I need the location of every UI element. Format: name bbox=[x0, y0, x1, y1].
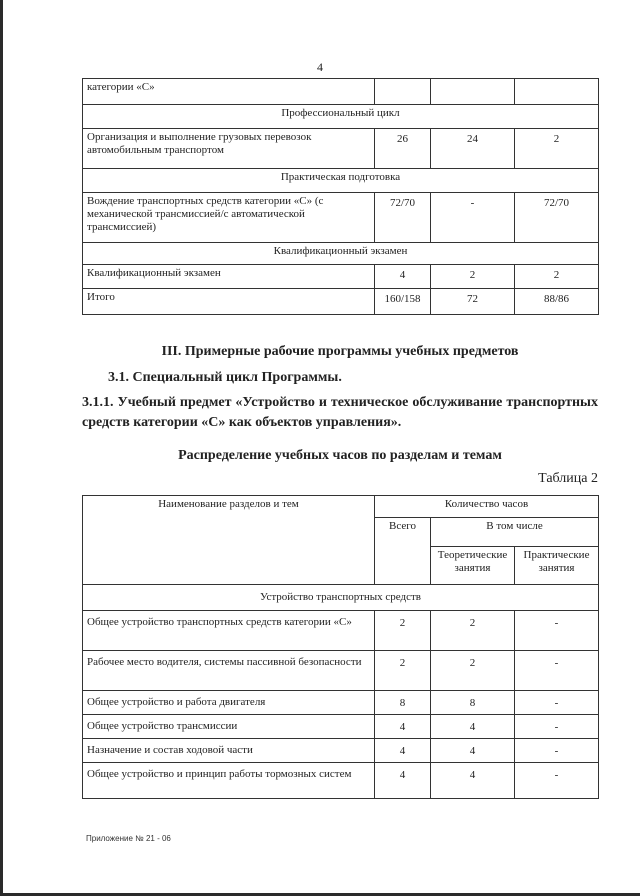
section-title-cell: Практическая подготовка bbox=[83, 169, 599, 193]
row-value-cell: 160/158 bbox=[375, 289, 431, 315]
row-value-cell: 4 bbox=[375, 265, 431, 289]
page-number: 4 bbox=[317, 60, 323, 74]
table-label: Таблица 2 bbox=[538, 471, 598, 486]
footer-note: Приложение № 21 - 06 bbox=[86, 834, 171, 843]
topic-practice-cell: - bbox=[515, 651, 599, 691]
topic-total-cell: 4 bbox=[375, 715, 431, 739]
table-row bbox=[83, 193, 599, 243]
distribution-title: Распределение учебных часов по разделам и темам bbox=[178, 448, 502, 463]
topic-practice-cell: - bbox=[515, 691, 599, 715]
header-total: Всего bbox=[375, 518, 431, 585]
table-row bbox=[83, 79, 599, 105]
row-name-cell: Организация и выполнение грузовых перевозок автомобильным транспортом bbox=[83, 129, 375, 169]
subject-title: 3.1.1. Учебный предмет «Устройство и техническое обслуживание транспортных средств категории «С» как объектов управления». bbox=[82, 395, 598, 430]
row-name-cell: Итого bbox=[83, 289, 375, 315]
row-value-cell: 2 bbox=[515, 265, 599, 289]
topic-theory-cell: 4 bbox=[431, 715, 515, 739]
row-value-cell: 72/70 bbox=[375, 193, 431, 243]
table-row bbox=[83, 651, 599, 691]
hours-distribution-table-body bbox=[83, 611, 599, 799]
row-value-cell bbox=[515, 79, 599, 105]
topic-theory-cell: 8 bbox=[431, 691, 515, 715]
topic-theory-cell: 4 bbox=[431, 739, 515, 763]
section-row bbox=[83, 243, 599, 265]
row-value-cell: 24 bbox=[431, 129, 515, 169]
table-row bbox=[83, 715, 599, 739]
section-row: Устройство транспортных средств bbox=[83, 585, 599, 611]
topic-practice-cell: - bbox=[515, 715, 599, 739]
topic-theory-cell: 2 bbox=[431, 651, 515, 691]
hours-summary-table-body bbox=[83, 79, 599, 315]
table-row bbox=[83, 289, 599, 315]
header-names: Наименование разделов и тем bbox=[83, 496, 375, 585]
row-name-cell: Вождение транспортных средств категории «С» (с механической трансмиссией/с автоматической трансмиссией) bbox=[83, 193, 375, 243]
topic-practice-cell: - bbox=[515, 611, 599, 651]
header-theory: Теоретические занятия bbox=[431, 547, 515, 585]
row-value-cell: 72/70 bbox=[515, 193, 599, 243]
row-value-cell: - bbox=[431, 193, 515, 243]
row-name-cell: категории «С» bbox=[83, 79, 375, 105]
header-practice: Практические занятия bbox=[515, 547, 599, 585]
topic-name-cell: Общее устройство транспортных средств категории «С» bbox=[83, 611, 375, 651]
topic-name-cell: Общее устройство и работа двигателя bbox=[83, 691, 375, 715]
hours-summary-table bbox=[82, 78, 599, 315]
topic-name-cell: Общее устройство и принцип работы тормозных систем bbox=[83, 763, 375, 799]
table-row bbox=[83, 763, 599, 799]
topic-total-cell: 8 bbox=[375, 691, 431, 715]
table-row bbox=[83, 265, 599, 289]
section-title: III. Примерные рабочие программы учебных предметов bbox=[161, 344, 519, 359]
topic-total-cell: 4 bbox=[375, 739, 431, 763]
header-including: В том числе bbox=[431, 518, 599, 547]
topic-total-cell: 2 bbox=[375, 651, 431, 691]
row-value-cell bbox=[375, 79, 431, 105]
row-value-cell: 88/86 bbox=[515, 289, 599, 315]
topic-name-cell: Общее устройство трансмиссии bbox=[83, 715, 375, 739]
table-row bbox=[83, 691, 599, 715]
topic-total-cell: 4 bbox=[375, 763, 431, 799]
row-value-cell: 26 bbox=[375, 129, 431, 169]
topic-theory-cell: 4 bbox=[431, 763, 515, 799]
section-row bbox=[83, 105, 599, 129]
row-name-cell: Квалификационный экзамен bbox=[83, 265, 375, 289]
topic-theory-cell: 2 bbox=[431, 611, 515, 651]
section-title-cell: Квалификационный экзамен bbox=[83, 243, 599, 265]
section-row bbox=[83, 169, 599, 193]
subsection-title: 3.1. Специальный цикл Программы. bbox=[108, 370, 342, 385]
topic-total-cell: 2 bbox=[375, 611, 431, 651]
row-value-cell bbox=[431, 79, 515, 105]
table-row bbox=[83, 611, 599, 651]
row-value-cell: 2 bbox=[431, 265, 515, 289]
topic-practice-cell: - bbox=[515, 739, 599, 763]
hours-distribution-table bbox=[82, 495, 599, 799]
topic-name-cell: Рабочее место водителя, системы пассивной безопасности bbox=[83, 651, 375, 691]
topic-name-cell: Назначение и состав ходовой части bbox=[83, 739, 375, 763]
section-title-cell: Профессиональный цикл bbox=[83, 105, 599, 129]
scan-edge-left bbox=[0, 0, 3, 896]
topic-practice-cell: - bbox=[515, 763, 599, 799]
row-value-cell: 2 bbox=[515, 129, 599, 169]
table-row bbox=[83, 739, 599, 763]
header-hours: Количество часов bbox=[375, 496, 599, 518]
row-value-cell: 72 bbox=[431, 289, 515, 315]
table-row bbox=[83, 129, 599, 169]
